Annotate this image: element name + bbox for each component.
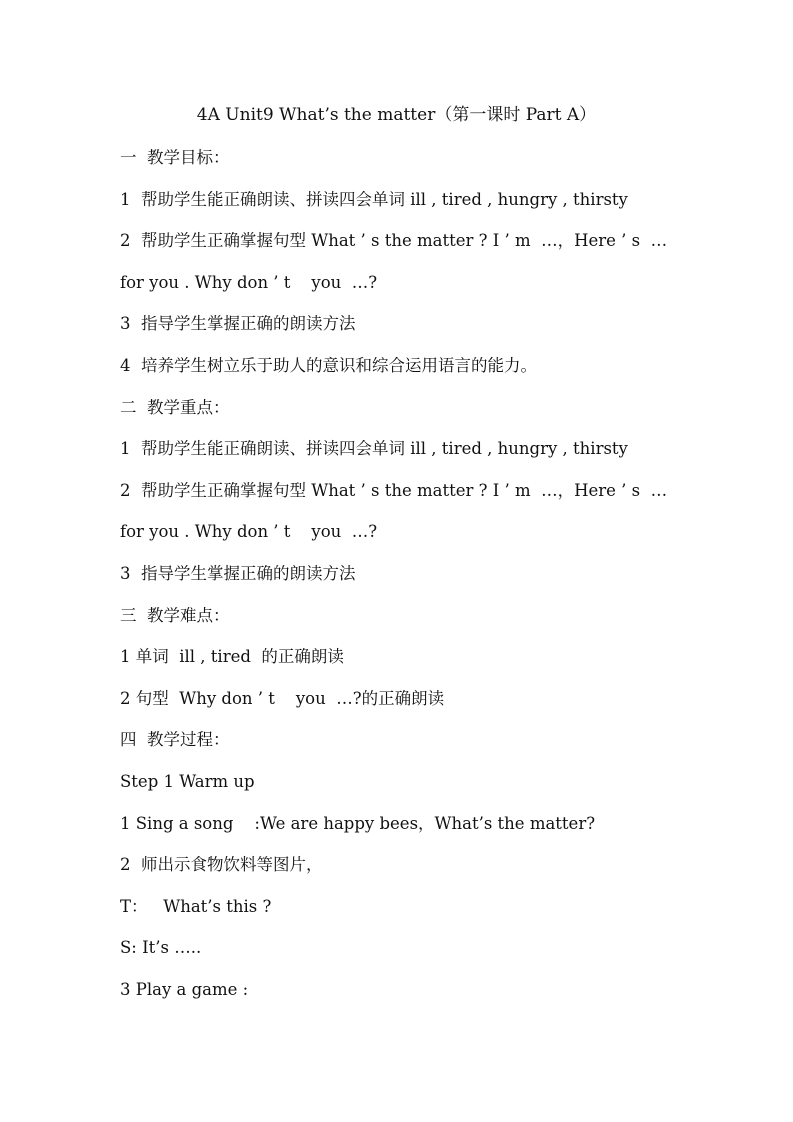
process-item-2: 2 师出示食物饮料等图片， bbox=[120, 855, 323, 874]
section-heading-key-points: 二 教学重点： bbox=[120, 398, 230, 417]
objective-item-3: 3 指导学生掌握正确的朗读方法 bbox=[120, 314, 356, 333]
key-point-item-2: 2 帮助学生正确掌握句型 What ’ s the matter ? I ’ m …，Here ’ s … bbox=[120, 481, 668, 500]
objective-item-2: 2 帮助学生正确掌握句型 What ’ s the matter ? I ’ m …，Here ’ s … bbox=[120, 231, 668, 250]
objective-item-1: 1 帮助学生能正确朗读、拼读四会单词 ill , tired , hungry , thirsty bbox=[120, 190, 628, 209]
difficulty-item-2: 2 句型 Why don ’ t you …?的正确朗读 bbox=[120, 689, 445, 708]
process-item-3: 3 Play a game : bbox=[120, 980, 249, 999]
process-item-1: 1 Sing a song :We are happy bees，What’s the matter? bbox=[120, 814, 596, 833]
section-heading-objectives: 一 教学目标： bbox=[120, 148, 230, 167]
objective-item-4: 4 培养学生树立乐于助人的意识和综合运用语言的能力。 bbox=[120, 356, 537, 375]
section-heading-difficulties: 三 教学难点： bbox=[120, 606, 230, 625]
objective-item-2-continued: for you . Why don ’ t you …? bbox=[120, 273, 378, 292]
dialogue-teacher: T： What’s this ? bbox=[120, 897, 272, 916]
difficulty-item-1: 1 单词 ill , tired 的正确朗读 bbox=[120, 647, 344, 666]
step-heading: Step 1 Warm up bbox=[120, 772, 255, 791]
dialogue-student: S: It’s ….. bbox=[120, 938, 202, 957]
document-title: 4A Unit9 What’s the matter（第一课时 Part A） bbox=[196, 105, 597, 125]
section-heading-process: 四 教学过程： bbox=[120, 730, 230, 749]
key-point-item-3: 3 指导学生掌握正确的朗读方法 bbox=[120, 564, 356, 583]
key-point-item-2-continued: for you . Why don ’ t you …? bbox=[120, 522, 378, 541]
key-point-item-1: 1 帮助学生能正确朗读、拼读四会单词 ill , tired , hungry , thirsty bbox=[120, 439, 628, 458]
